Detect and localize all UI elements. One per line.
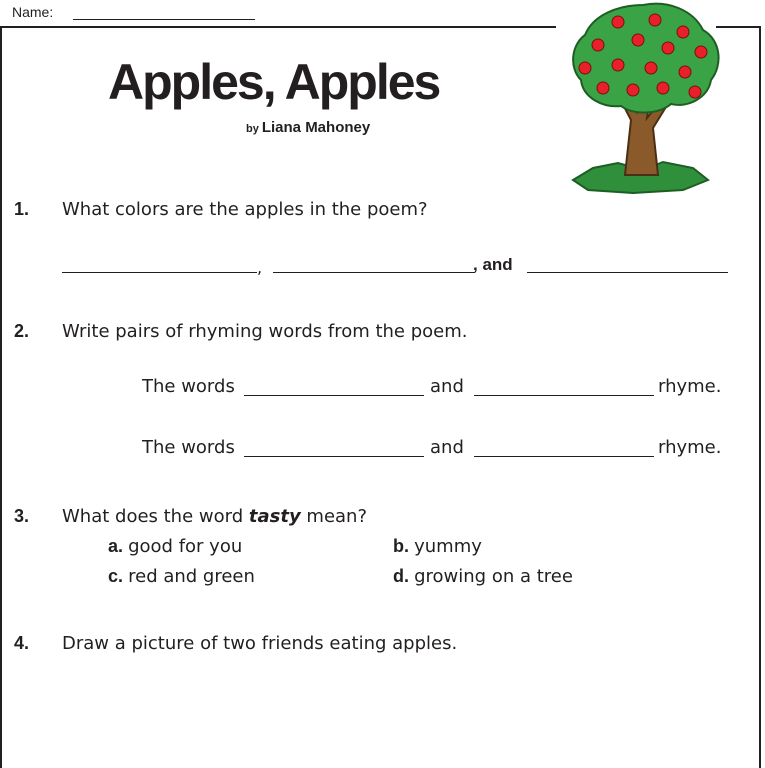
name-label: Name: xyxy=(12,4,54,20)
q2-row1-suffix: rhyme. xyxy=(658,376,722,397)
q2-row1-word1-line[interactable] xyxy=(244,395,424,396)
q3-option-b[interactable] xyxy=(393,536,482,557)
byline-prefix: by xyxy=(246,123,259,135)
byline xyxy=(246,119,370,136)
q1-answer-line-2[interactable] xyxy=(273,272,475,273)
q2-row2-word2-line[interactable] xyxy=(474,456,654,457)
q3-keyword: tasty xyxy=(248,506,301,527)
q3-text-before: What does the word xyxy=(62,506,244,527)
q2-row1-prefix: The words xyxy=(142,376,235,397)
q2-row2-and: and xyxy=(430,437,464,458)
q3-number: 3. xyxy=(14,506,30,526)
q3-option-d[interactable] xyxy=(393,566,573,587)
q1-text: What colors are the apples in the poem? xyxy=(62,199,428,220)
q2-row2-suffix: rhyme. xyxy=(658,437,722,458)
option-text: good for you xyxy=(128,536,243,557)
author-name: Liana Mahoney xyxy=(261,119,371,136)
option-text: yummy xyxy=(414,536,482,557)
q3-option-c[interactable] xyxy=(108,566,255,587)
q2-text: Write pairs of rhyming words from the poem. xyxy=(62,321,468,342)
q1-answer-line-1[interactable] xyxy=(62,272,257,273)
option-letter: a. xyxy=(108,536,124,556)
worksheet-title: Apples, Apples xyxy=(108,54,440,110)
q2-row2-word1-line[interactable] xyxy=(244,456,424,457)
q2-row1-word2-line[interactable] xyxy=(474,395,654,396)
q1-number: 1. xyxy=(14,199,30,219)
apple-tree-icon xyxy=(563,0,723,200)
q2-row2-prefix: The words xyxy=(142,437,235,458)
option-letter: c. xyxy=(108,566,124,586)
name-field-line[interactable] xyxy=(73,19,255,20)
option-text: red and green xyxy=(128,566,255,587)
drawing-area[interactable] xyxy=(30,665,730,735)
q3-option-a[interactable] xyxy=(108,536,242,557)
q1-answer-line-3[interactable] xyxy=(527,272,728,273)
option-letter: b. xyxy=(393,536,409,556)
q2-number: 2. xyxy=(14,321,30,341)
q2-row1-and: and xyxy=(430,376,464,397)
q1-and-label: , and xyxy=(473,255,513,274)
q3-text-after: mean? xyxy=(306,506,368,527)
q4-text: Draw a picture of two friends eating apples. xyxy=(62,633,458,654)
q3-text xyxy=(62,506,367,527)
q4-number: 4. xyxy=(14,633,30,653)
q1-comma: , xyxy=(257,258,263,277)
option-text: growing on a tree xyxy=(414,566,573,587)
option-letter: d. xyxy=(393,566,409,586)
